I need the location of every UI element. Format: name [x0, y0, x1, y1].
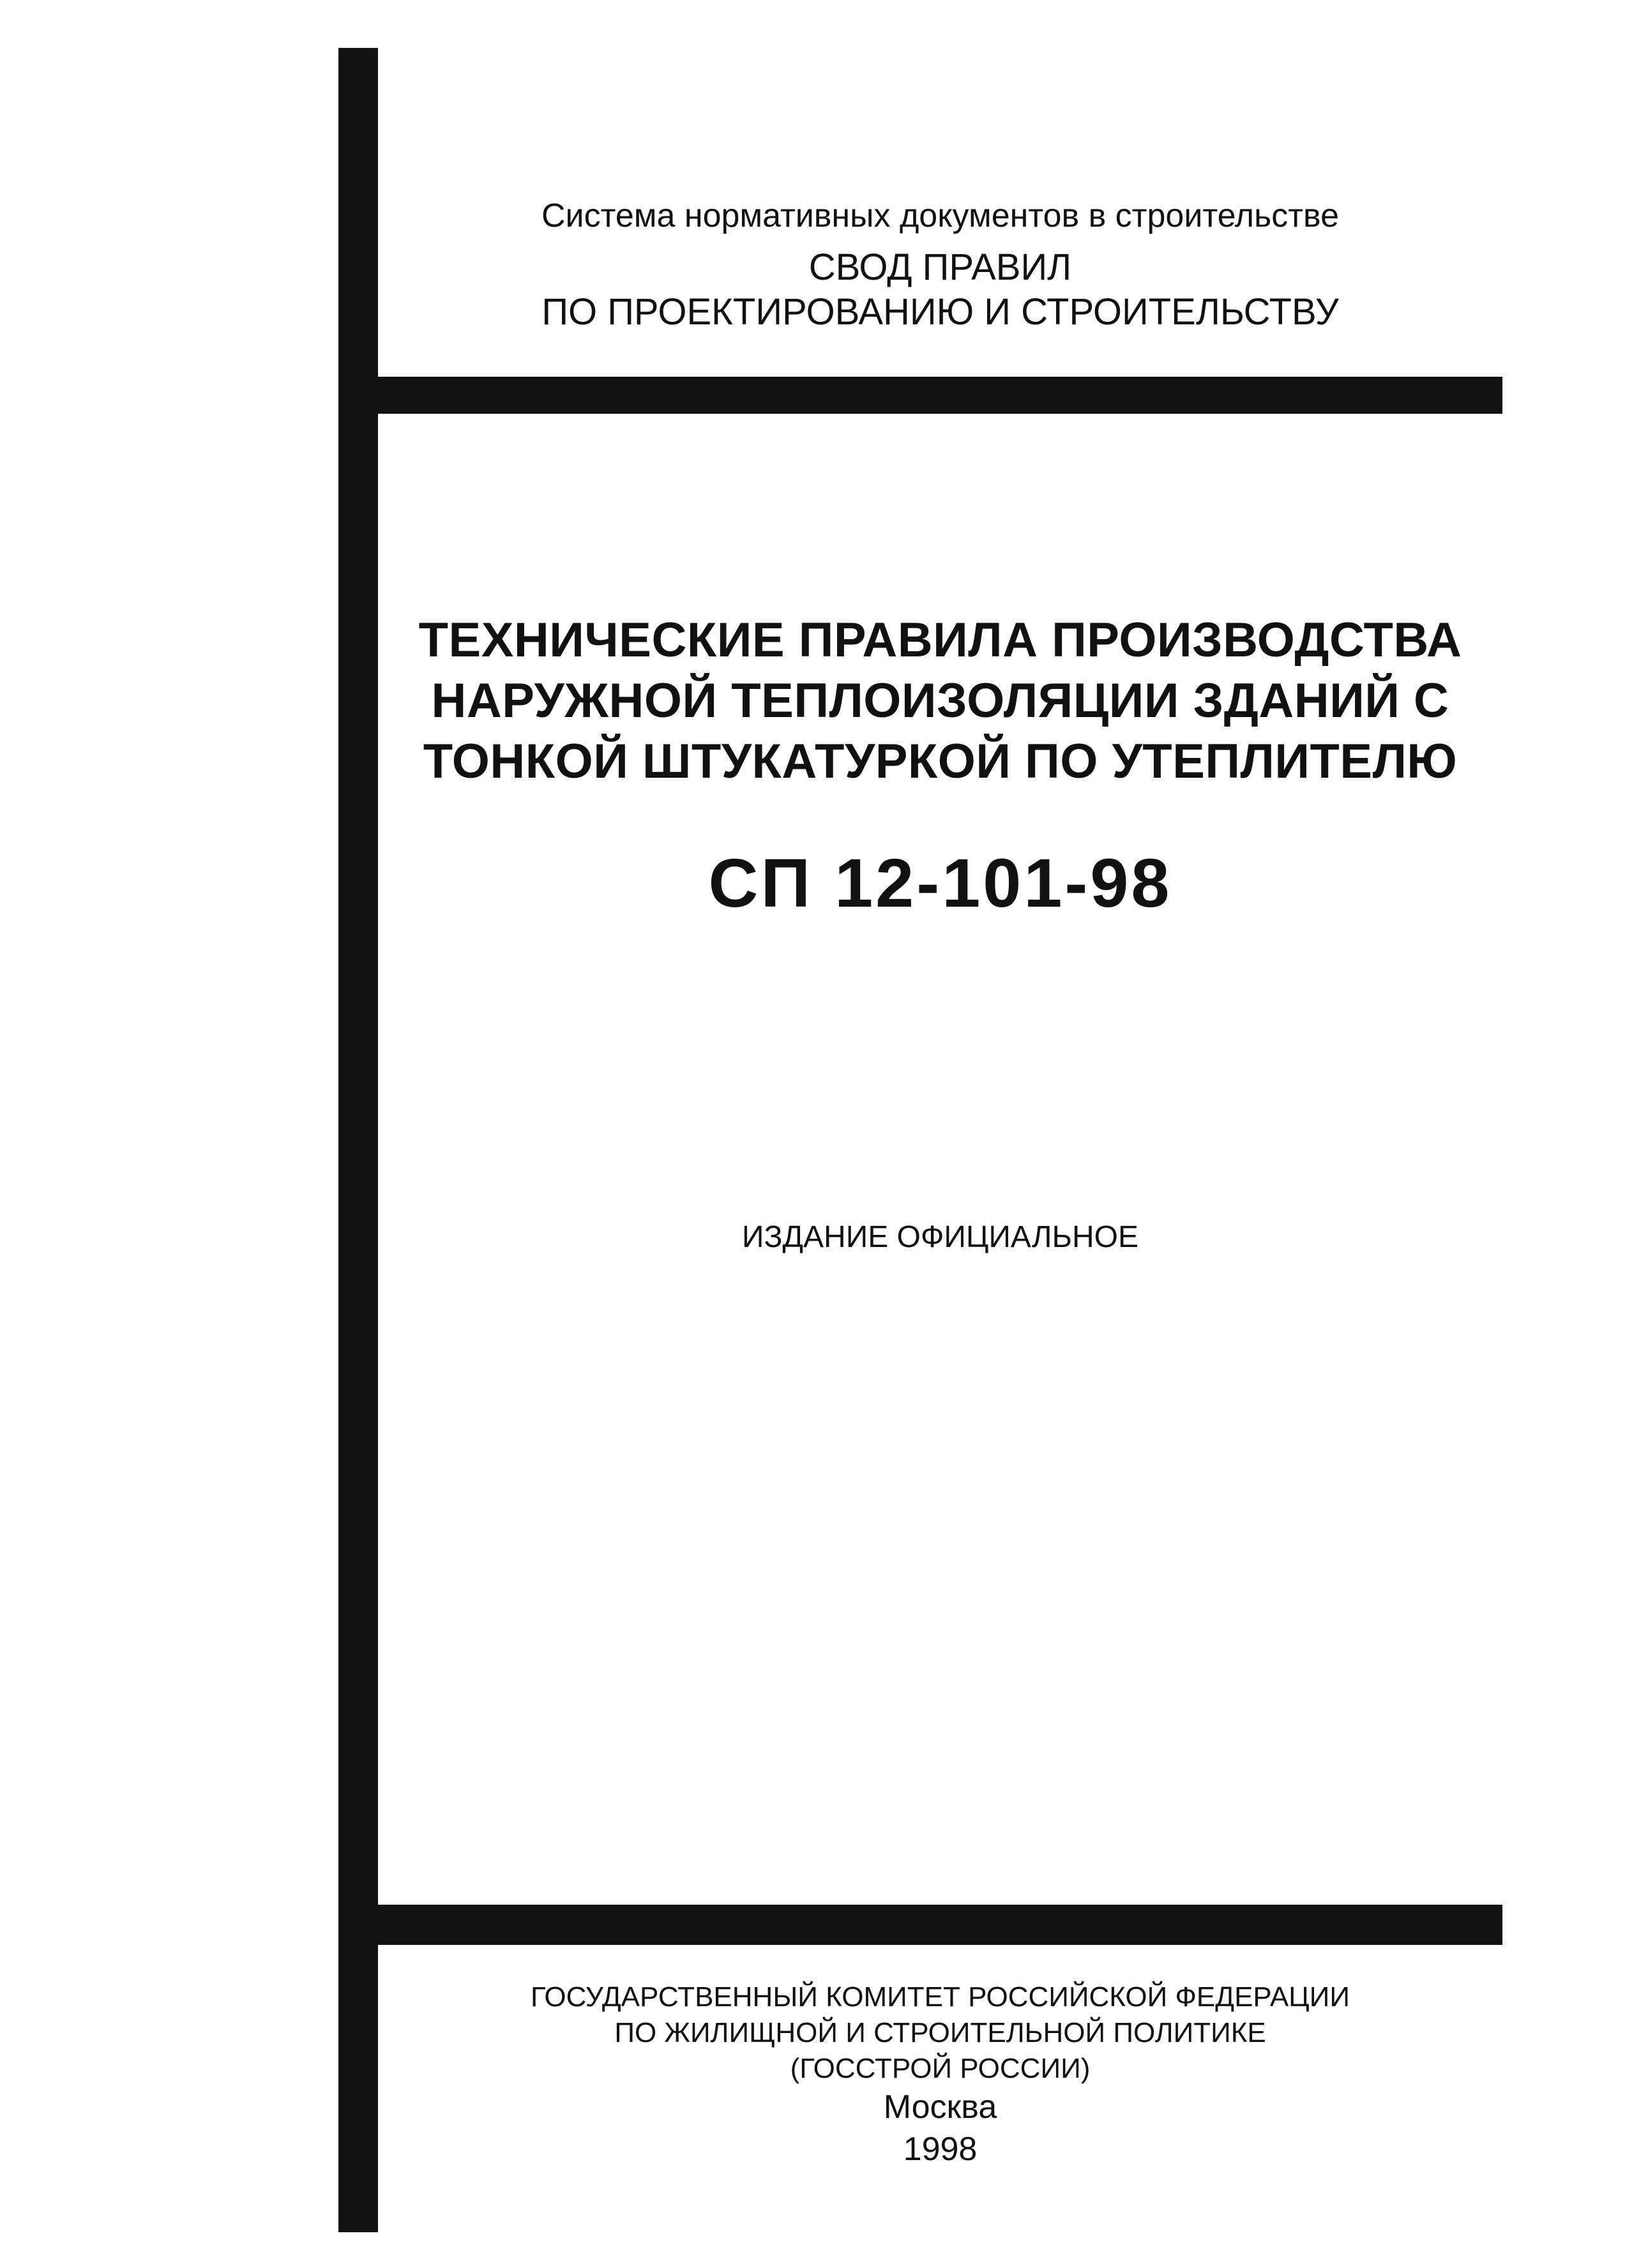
document-title-line: ТЕХНИЧЕСКИЕ ПРАВИЛА ПРОИЗВОДСТВА	[418, 613, 1462, 667]
left-vertical-bar-top	[338, 48, 378, 377]
bottom-horizontal-rule	[338, 1905, 1502, 1945]
publisher-line: ГОСУДАРСТВЕННЫЙ КОМИТЕТ РОССИЙСКОЙ ФЕДЕРАЦИИ	[531, 1981, 1350, 2013]
publisher-line: (ГОССТРОЙ РОССИИ)	[790, 2053, 1091, 2084]
left-vertical-bar-bottom	[338, 1945, 378, 2232]
publication-city: Москва	[883, 2089, 997, 2126]
document-number: СП 12-101-98	[708, 844, 1172, 921]
series-line: Система нормативных документов в строительстве	[541, 197, 1339, 234]
left-vertical-bar-middle	[338, 414, 378, 1905]
publication-year: 1998	[903, 2131, 978, 2168]
code-title-line-2: ПО ПРОЕКТИРОВАНИЮ И СТРОИТЕЛЬСТВУ	[541, 291, 1339, 333]
publisher-line: ПО ЖИЛИЩНОЙ И СТРОИТЕЛЬНОЙ ПОЛИТИКЕ	[614, 2017, 1266, 2048]
document-title-line: НАРУЖНОЙ ТЕПЛОИЗОЛЯЦИИ ЗДАНИЙ С	[431, 674, 1449, 728]
publisher	[378, 1979, 1502, 2087]
top-horizontal-rule	[338, 377, 1502, 414]
edition-label: ИЗДАНИЕ ОФИЦИАЛЬНОЕ	[742, 1220, 1138, 1254]
document-title-line: ТОНКОЙ ШТУКАТУРКОЙ ПО УТЕПЛИТЕЛЮ	[423, 734, 1458, 789]
code-title-line-1: СВОД ПРАВИЛ	[808, 246, 1072, 288]
document-title	[378, 610, 1502, 792]
